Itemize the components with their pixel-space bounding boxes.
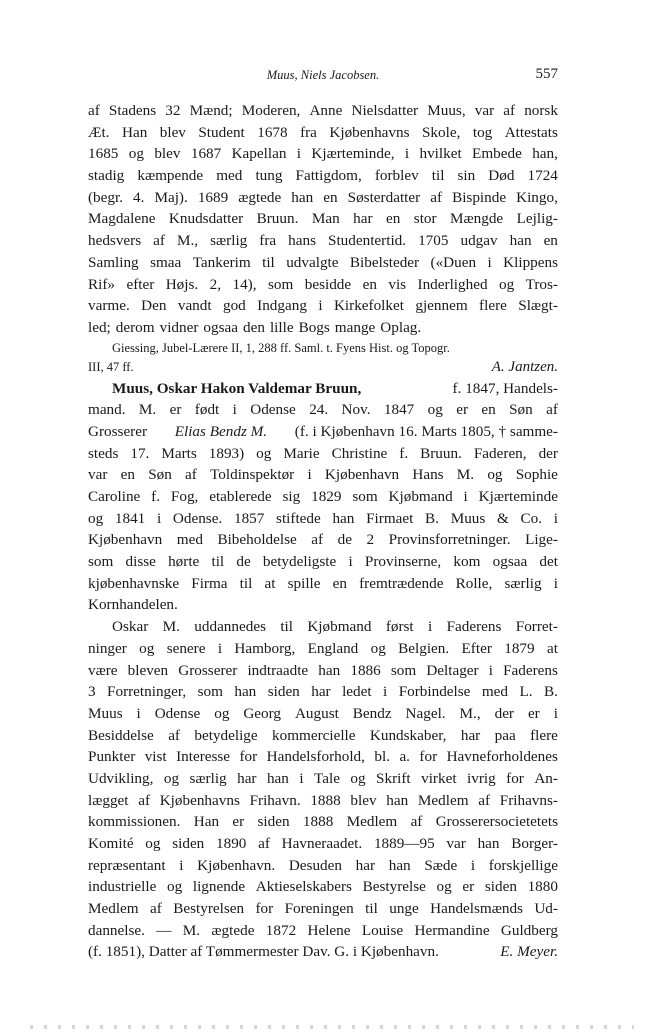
text-line: industrielle og lignende Aktieselskabers Bestyrelse og er siden 1880 xyxy=(88,878,558,896)
running-title: Muus, Niels Jacobsen. xyxy=(266,68,380,82)
source-text-1: Giessing, Jubel-Lærere II, 1, 288 ff. Saml. t. Fyens Hist. og Topogr. xyxy=(112,340,450,355)
entry-muus-oskar xyxy=(88,378,558,964)
text-line: steds 17. Marts 1893) og Marie Christine f. Bruun. Faderen, der xyxy=(88,444,558,462)
entry-heading-rest: f. 1847, Handels- xyxy=(452,379,558,397)
text-line xyxy=(88,941,558,963)
text-line: dannelse. — M. ægtede 1872 Helene Louise Hermandine Guldberg xyxy=(88,921,558,939)
scan-edge-noise xyxy=(30,1025,634,1029)
text-line: Rif» efter Højs. 2, 14), som besidde en vis Inderlighed og Tros- xyxy=(88,275,558,293)
text-line: Medlem af Bestyrelsen for Foreningen til unge Handelsmænds Ud- xyxy=(88,900,558,918)
text-line: Punkter vist Interesse for Handelsforhold, bl. a. for Havneforholdenes xyxy=(88,748,558,766)
text-line: Kornhandelen. xyxy=(88,596,178,614)
text-line: Muus i Odense og Georg August Bendz Nagel. M., der er i xyxy=(88,704,558,722)
text-line: som disse hørte til de betydeligste i Provinserne, kom ogsaa det xyxy=(88,553,558,571)
text-line: ninger og senere i Hamborg, England og Belgien. Efter 1879 at xyxy=(88,639,558,657)
text-line: Besiddelse af betydelige kommercielle Kundskaber, har paa flere xyxy=(88,726,558,744)
page-number: 557 xyxy=(535,66,558,82)
text-line: af Stadens 32 Mænd; Moderen, Anne Nielsdatter Muus, var af norsk xyxy=(88,102,558,119)
page-body xyxy=(88,100,558,963)
source-citation xyxy=(88,339,558,375)
text-line: repræsentant i Kjøbenhavn. Desuden har han Sæde i forskjellige xyxy=(88,856,558,874)
author-signature: A. Jantzen. xyxy=(491,358,558,375)
text-line: lægget af Kjøbenhavns Frihavn. 1888 blev han Medlem af Frihavns- xyxy=(88,791,558,809)
entry-heading: Muus, Oskar Hakon Valdemar Bruun, xyxy=(112,379,362,397)
text-line: var en Søn af Toldinspektør i Kjøbenhavn Hans M. og Sophie xyxy=(88,466,558,484)
text-line: Æt. Han blev Student 1678 fra Kjøbenhavns Skole, tog Attestats xyxy=(88,123,558,141)
text-line: og 1841 i Odense. 1857 stiftede han Firmaet B. Muus & Co. i xyxy=(88,509,558,527)
text-line: (begr. 4. Maj). 1689 ægtede han en Søsterdatter af Bispinde Kingo, xyxy=(88,188,558,206)
text-line: 1685 og blev 1687 Kapellan i Kjærteminde, i hvilket Embede han, xyxy=(88,145,558,163)
text-line: varme. Den vandt god Indgang i Kirkefolket gjennem flere Slægt- xyxy=(88,297,558,315)
text-line: led; derom vidner ogsaa den lille Bogs mange Oplag. xyxy=(88,318,422,336)
text-line: Grosserer Elias Bendz M. (f. i Kjøbenhavn 16. Marts 1805, † samme- xyxy=(88,421,558,443)
cross-reference: Elias Bendz M. xyxy=(174,422,268,440)
text-line: kjøbenhavnske Firma til at spille en fremtrædende Rolle, særlig i xyxy=(88,574,558,592)
text-line: kommissionen. Han er siden 1888 Medlem af Grosserersocietetets xyxy=(88,813,558,831)
text-line: Udvikling, og særlig har han i Tale og Skrift virket ivrig for An- xyxy=(88,769,558,787)
text-line: Samling smaa Tankerim til udvalgte Bibelsteder («Duen i Klippens xyxy=(88,253,558,271)
text-line: stadig kæmpende med tung Fattigdom, forblev til sin Død 1724 xyxy=(88,167,558,185)
text-line: mand. M. er født i Odense 24. Nov. 1847 og er en Søn af xyxy=(88,401,558,419)
text-line: 3 Forretninger, som han siden har ledet i Forbindelse med L. B. xyxy=(88,683,558,701)
entry-muus-niels-jacobsen xyxy=(88,100,558,339)
text-line: Kjøbenhavn med Bibeholdelse af de 2 Provinsforretninger. Lige- xyxy=(88,531,558,549)
entry-heading-line xyxy=(88,378,558,400)
text-line: Oskar M. uddannedes til Kjøbmand først i Faderens Forret- xyxy=(112,618,558,636)
text-line: Caroline f. Fog, etablerede sig 1829 som Kjøbmand i Kjærteminde xyxy=(88,488,558,505)
author-signature: E. Meyer. xyxy=(500,943,558,961)
final-line-text: (f. 1851), Datter af Tømmermester Dav. G. i Kjøbenhavn. xyxy=(88,943,439,961)
text-line: være bleven Grosserer indtraadte han 1886 som Deltager i Faderens xyxy=(88,661,558,679)
text-line: Komité og siden 1890 af Havneraadet. 1889—95 var han Borger- xyxy=(88,835,558,852)
text-line: Magdalene Knudsdatter Bruun. Man har en stor Mængde Lejlig- xyxy=(88,210,558,228)
text-line: hedsvers af M., særlig fra hans Studentertid. 1705 udgav han en xyxy=(88,232,558,250)
source-text-2: III, 47 ff. xyxy=(88,359,134,374)
page-header xyxy=(88,64,558,86)
